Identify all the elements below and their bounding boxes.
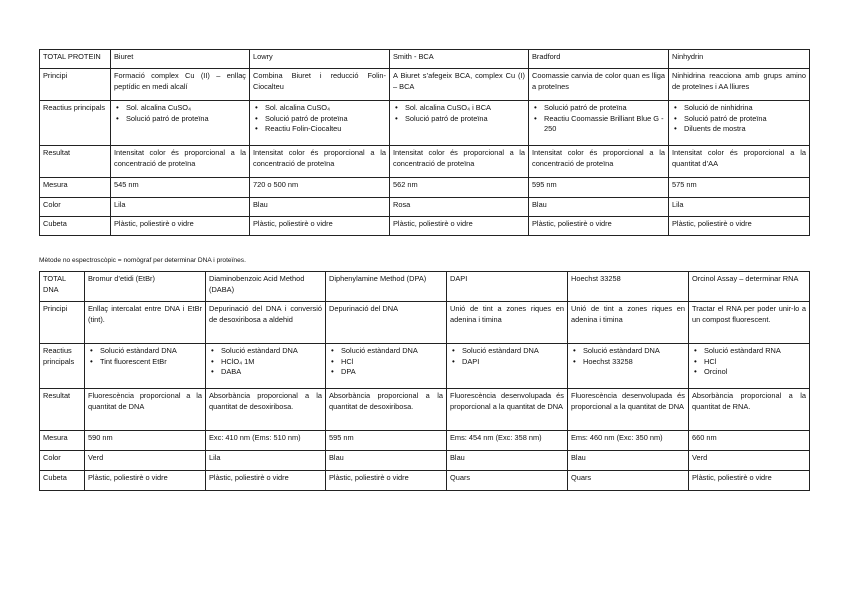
bullet-item: • DPA <box>341 367 443 378</box>
table-cell: Intensitat color és proporcional a la concentració de proteïna <box>111 146 250 178</box>
table-cell: Plàstic, poliestirè o vidre <box>85 471 206 491</box>
column-header: TOTAL PROTEIN <box>40 50 111 69</box>
table-cell <box>326 344 447 389</box>
table-cell: Ems: 454 nm (Exc: 358 nm) <box>447 431 568 451</box>
table-cell: Quars <box>447 471 568 491</box>
table-cell: Depurinació del DNA i conversió de desoxiribosa a aldehid <box>206 302 326 344</box>
row-label: Cubeta <box>40 471 85 491</box>
table-cell: 660 nm <box>689 431 810 451</box>
row-label: Reactius principals <box>40 101 111 146</box>
bullet-item: • Solució estàndard DNA <box>100 346 202 357</box>
table-cell: Fluorescència proporcional a la quantitat de DNA <box>85 389 206 431</box>
table-cell: Absorbància proporcional a la quantitat de desoxiribosa. <box>206 389 326 431</box>
table-cell: Exc: 410 nm (Ems: 510 nm) <box>206 431 326 451</box>
table-cell <box>529 101 669 146</box>
row-label: Reactius principals <box>40 344 85 389</box>
row-label: Principi <box>40 69 111 101</box>
table-cell: Enllaç intercalat entre DNA i EtBr (tint). <box>85 302 206 344</box>
table-cell: 575 nm <box>669 178 810 198</box>
table-cell: Tractar el RNA per poder unir-lo a un compost fluorescent. <box>689 302 810 344</box>
table-cell: Blau <box>568 451 689 471</box>
column-header: TOTAL DNA <box>40 272 85 302</box>
bullet-list <box>571 346 685 367</box>
table-row <box>40 451 810 471</box>
table-cell: Plàstic, poliestirè o vidre <box>529 217 669 236</box>
column-header: Lowry <box>250 50 390 69</box>
bullet-list <box>450 346 564 367</box>
column-header: Diphenylamine Method (DPA) <box>326 272 447 302</box>
table-cell: Intensitat color és proporcional a la concentració de proteïna <box>529 146 669 178</box>
row-label: Color <box>40 198 111 217</box>
dna-methods-table <box>39 271 810 491</box>
table-row <box>40 178 810 198</box>
table-cell: Quars <box>568 471 689 491</box>
bullet-list <box>393 103 525 124</box>
table-cell: 720 o 500 nm <box>250 178 390 198</box>
table-cell: Intensitat color és proporcional a la concentració de proteïna <box>390 146 529 178</box>
table-cell <box>390 101 529 146</box>
protein-methods-table <box>39 49 810 236</box>
bullet-list <box>114 103 246 124</box>
table-cell <box>568 344 689 389</box>
row-label: Color <box>40 451 85 471</box>
row-label: Resultat <box>40 146 111 178</box>
bullet-list <box>532 103 665 135</box>
table-cell: Ems: 460 nm (Exc: 350 nm) <box>568 431 689 451</box>
table-cell: 595 nm <box>326 431 447 451</box>
table-cell: Verd <box>689 451 810 471</box>
table-cell: Formació complex Cu (II) – enllaç peptídic en medi alcalí <box>111 69 250 101</box>
table-cell: Fluorescència desenvolupada és proporcional a la quantitat de DNA <box>447 389 568 431</box>
header-row <box>40 272 810 302</box>
bullet-list <box>88 346 202 367</box>
table-row <box>40 431 810 451</box>
row-label: Resultat <box>40 389 85 431</box>
bullet-item: • Solució de ninhidrina <box>684 103 806 114</box>
column-header: Ninhydrin <box>669 50 810 69</box>
row-label: Principi <box>40 302 85 344</box>
bullet-item: • HClO₄ 1M <box>221 357 322 368</box>
table-row <box>40 198 810 217</box>
table-cell: Depurinació del DNA <box>326 302 447 344</box>
table-cell: Blau <box>250 198 390 217</box>
bullet-item: • HCl <box>341 357 443 368</box>
bullet-list <box>209 346 322 378</box>
bullet-item: • Diluents de mostra <box>684 124 806 135</box>
column-header: Smith - BCA <box>390 50 529 69</box>
table-cell: Plàstic, poliestirè o vidre <box>250 217 390 236</box>
bullet-item: • Solució estàndard DNA <box>583 346 685 357</box>
table-cell: Absorbància proporcional a la quantitat de RNA. <box>689 389 810 431</box>
bullet-item: • Solució estàndard DNA <box>221 346 322 357</box>
row-label: Cubeta <box>40 217 111 236</box>
column-header: DAPI <box>447 272 568 302</box>
table-cell: Unió de tint a zones riques en adenina i timina <box>568 302 689 344</box>
table-cell: Verd <box>85 451 206 471</box>
column-header: Biuret <box>111 50 250 69</box>
table-cell: 562 nm <box>390 178 529 198</box>
table-cell: Unió de tint a zones riques en adenina i timina <box>447 302 568 344</box>
bullet-item: • Solució patró de proteïna <box>126 114 246 125</box>
bullet-item: • Hoechst 33258 <box>583 357 685 368</box>
bullet-item: • Solució estàndard RNA <box>704 346 806 357</box>
bullet-item: • Solució patró de proteïna <box>405 114 525 125</box>
bullet-item: • Solució estàndard DNA <box>341 346 443 357</box>
row-label: Mesura <box>40 178 111 198</box>
bullet-list <box>329 346 443 378</box>
table-cell <box>206 344 326 389</box>
bullet-item: • Orcinol <box>704 367 806 378</box>
table-cell <box>669 101 810 146</box>
column-header: Orcinol Assay – determinar RNA <box>689 272 810 302</box>
table-cell: Ninhidrina reacciona amb grups amino de proteïnes i AA lliures <box>669 69 810 101</box>
column-header: Bromur d’etidi (EtBr) <box>85 272 206 302</box>
table-cell: Lila <box>206 451 326 471</box>
table-cell: Plàstic, poliestirè o vidre <box>326 471 447 491</box>
table-cell: Blau <box>326 451 447 471</box>
table-row <box>40 344 810 389</box>
table-cell: Lila <box>111 198 250 217</box>
bullet-item: • Tint fluorescent EtBr <box>100 357 202 368</box>
bullet-item: • DABA <box>221 367 322 378</box>
table-row <box>40 471 810 491</box>
table-cell: Plàstic, poliestirè o vidre <box>689 471 810 491</box>
bullet-item: • HCl <box>704 357 806 368</box>
table-cell <box>85 344 206 389</box>
table-cell <box>689 344 810 389</box>
table-cell <box>447 344 568 389</box>
table-cell: Plàstic, poliestirè o vidre <box>206 471 326 491</box>
table-cell: Blau <box>447 451 568 471</box>
table-row <box>40 217 810 236</box>
table-cell <box>250 101 390 146</box>
table-row <box>40 389 810 431</box>
bullet-item: • Solució patró de proteïna <box>544 103 665 114</box>
column-header: Hoechst 33258 <box>568 272 689 302</box>
column-header: Bradford <box>529 50 669 69</box>
column-header: Diaminobenzoic Acid Method (DABA) <box>206 272 326 302</box>
table-cell: Rosa <box>390 198 529 217</box>
table-cell: 595 nm <box>529 178 669 198</box>
table-cell: Lila <box>669 198 810 217</box>
table-cell: Plàstic, poliestirè o vidre <box>390 217 529 236</box>
table-row <box>40 146 810 178</box>
table-row <box>40 69 810 101</box>
table-cell <box>111 101 250 146</box>
note-text: Mètode no espectroscòpic = nomògraf per determinar DNA i proteïnes. <box>39 257 246 264</box>
bullet-item: • Solució patró de proteïna <box>684 114 806 125</box>
bullet-list <box>253 103 386 135</box>
table-row <box>40 101 810 146</box>
header-row <box>40 50 810 69</box>
table-cell: Fluorescència desenvolupada és proporcional a la quantitat de DNA <box>568 389 689 431</box>
table-cell: Intensitat color és proporcional a la quantitat d’AA <box>669 146 810 178</box>
table-cell: Intensitat color és proporcional a la concentració de proteïna <box>250 146 390 178</box>
table-cell: Blau <box>529 198 669 217</box>
bullet-item: • Solució patró de proteïna <box>265 114 386 125</box>
table-cell: Combina Biuret i reducció Folin-Ciocalteu <box>250 69 390 101</box>
table-row <box>40 302 810 344</box>
bullet-item: • Reactiu Folin-Ciocalteu <box>265 124 386 135</box>
table-cell: A Biuret s’afegeix BCA, complex Cu (I) – BCA <box>390 69 529 101</box>
bullet-item: • Reactiu Coomassie Brilliant Blue G - 250 <box>544 114 665 135</box>
table-cell: Coomassie canvia de color quan es lliga a proteïnes <box>529 69 669 101</box>
table-cell: Plàstic, poliestirè o vidre <box>111 217 250 236</box>
bullet-list <box>672 103 806 135</box>
row-label: Mesura <box>40 431 85 451</box>
table-cell: 545 nm <box>111 178 250 198</box>
bullet-item: • Sol. alcalina CuSO₄ <box>126 103 246 114</box>
bullet-list <box>692 346 806 378</box>
bullet-item: • DAPI <box>462 357 564 368</box>
bullet-item: • Sol. alcalina CuSO₄ i BCA <box>405 103 525 114</box>
bullet-item: • Solució estàndard DNA <box>462 346 564 357</box>
table-cell: Absorbància proporcional a la quantitat de desoxiribosa. <box>326 389 447 431</box>
table-cell: 590 nm <box>85 431 206 451</box>
table-cell: Plàstic, poliestirè o vidre <box>669 217 810 236</box>
bullet-item: • Sol. alcalina CuSO₄ <box>265 103 386 114</box>
